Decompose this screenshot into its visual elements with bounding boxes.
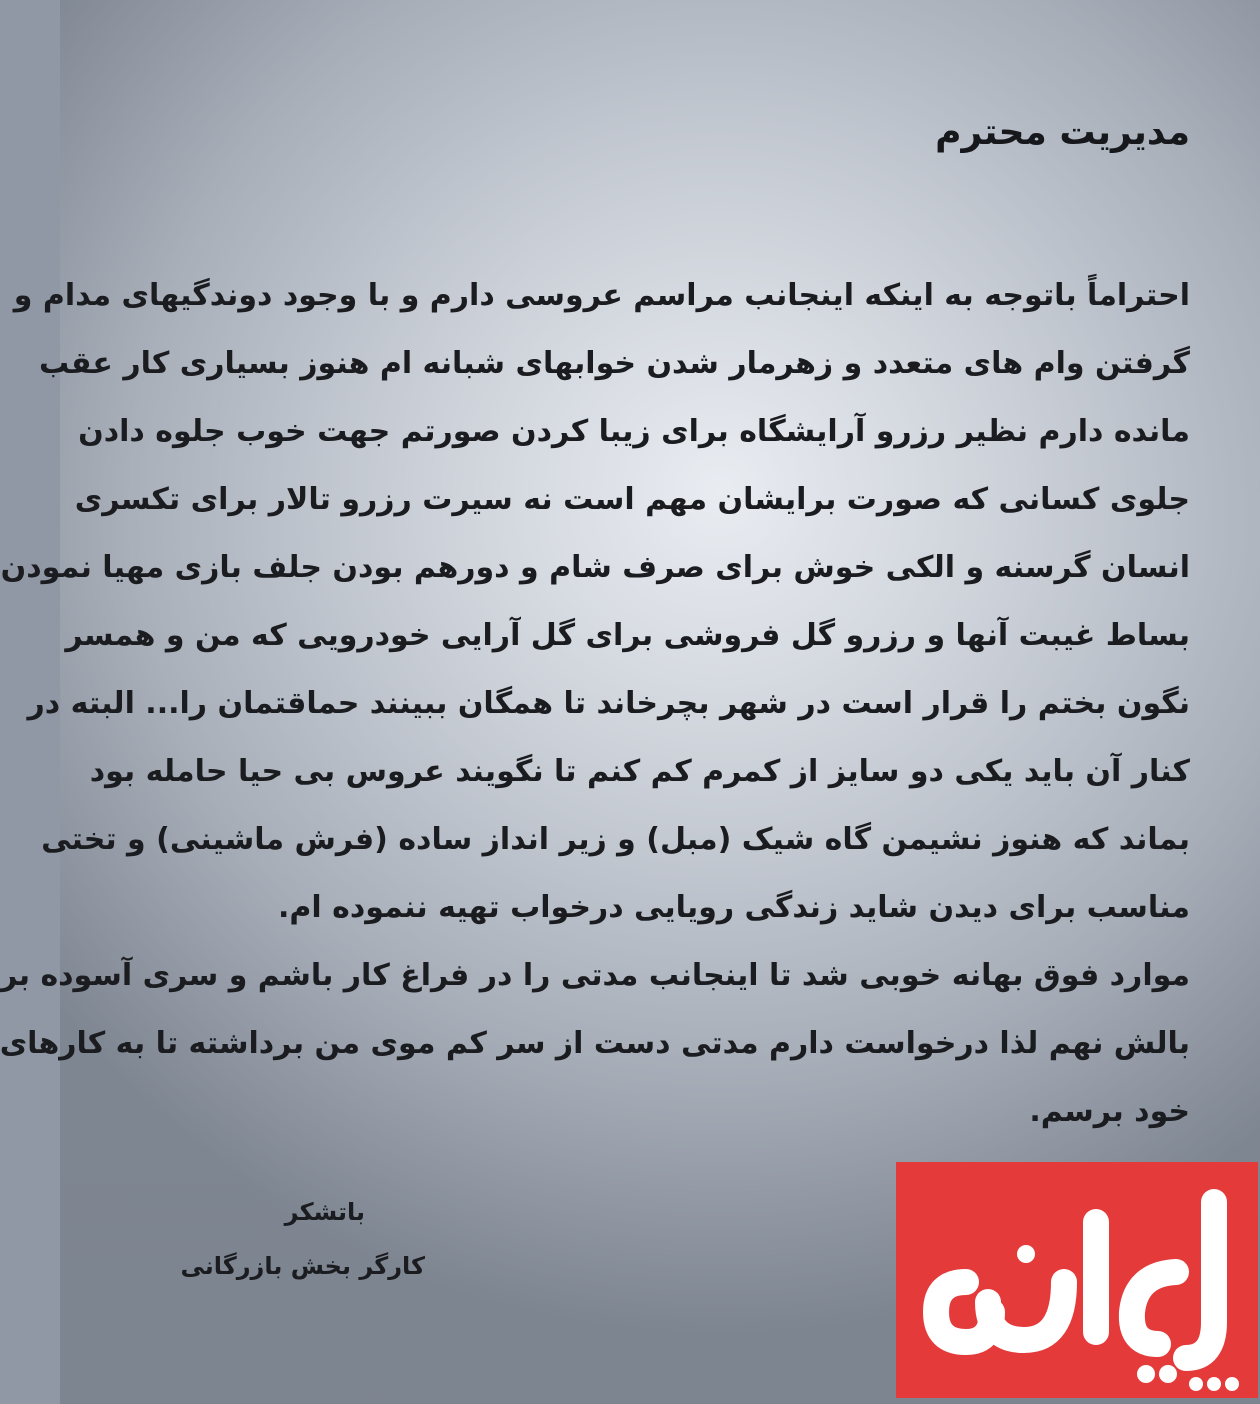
logo-wordmark-icon [896,1162,1258,1398]
signer-title: کارگر بخش بازرگانی [180,1252,425,1280]
letter-line: انسان گرسنه و الکی خوش برای صرف شام و دورهم بودن جلف بازی مهیا نمودن [0,550,1190,585]
letter-heading: مدیریت محترم [935,112,1190,153]
letter-line: کنار آن باید یکی دو سایز از کمرم کم کنم تا نگویند عروس بی حیا حامله بود [89,754,1190,789]
letter-line: بماند که هنوز نشیمن گاه شیک (مبل) و زیر انداز ساده (فرش ماشینی) و تختی [41,822,1190,857]
letter-line: بساط غیبت آنها و رزرو گل فروشی برای گل آرایی خودرویی که من و همسر [65,618,1190,653]
letter-line: مانده دارم نظیر رزرو آرایشگاه برای زیبا کردن صورتم جهت خوب جلوه دادن [78,414,1190,449]
letter-line: مناسب برای دیدن شاید زندگی رویایی درخواب تهیه ننموده ام. [278,890,1190,925]
letter-line: خود برسم. [1029,1094,1190,1129]
letter-line: جلوی کسانی که صورت برایشان مهم است نه سیرت رزرو تالار برای تکسری [74,482,1190,517]
watermark-logo [896,1162,1258,1398]
closing-thanks: باتشکر [284,1198,365,1226]
letter-line: نگون بختم را قرار است در شهر بچرخاند تا همگان ببینند حماقتمان را... البته در [27,686,1190,721]
letter-line: گرفتن وام های متعدد و زهرمار شدن خوابهای شبانه ام هنوز بسیاری کار عقب [39,346,1190,381]
letter-line: موارد فوق بهانه خوبی شد تا اینجانب مدتی را در فراغ کار باشم و سری آسوده بر [0,958,1190,993]
letter-body [0,262,1190,1146]
letter-line: بالش نهم لذا درخواست دارم مدتی دست از سر کم موی من برداشته تا به کارهای [0,1026,1190,1061]
letter-line: احتراماً باتوجه به اینکه اینجانب مراسم عروسی دارم و با وجود دوندگیهای مدام و [13,278,1190,313]
